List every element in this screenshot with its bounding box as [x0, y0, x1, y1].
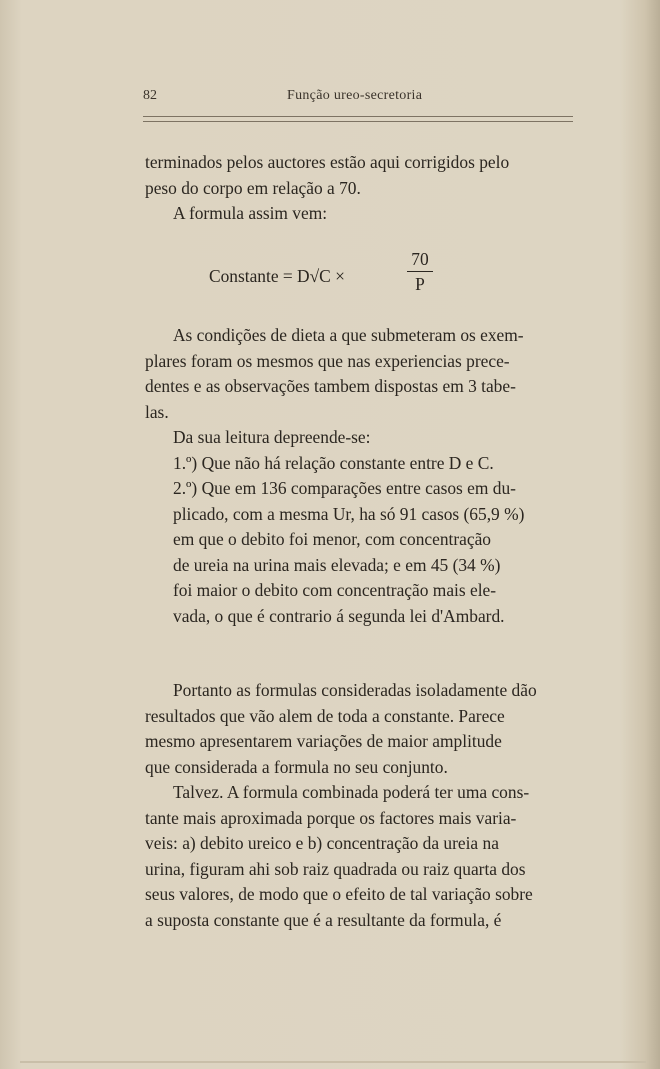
formula-numerator: 70: [411, 249, 429, 269]
header-rule-bottom: [143, 121, 573, 122]
text-line: veis: a) debito ureico e b) concentração da ureia na: [145, 833, 499, 853]
text-line: dentes e as observações tambem dispostas em 3 tabe-: [145, 376, 516, 396]
text-line: plares foram os mesmos que nas experiencias prece-: [145, 350, 510, 371]
list-item-1: 1.º) Que não há relação constante entre D e C.: [173, 452, 494, 473]
text-line: urina, figuram ahi sob raiz quadrada ou raiz quarta dos: [145, 858, 526, 879]
conditions-section: [145, 323, 575, 629]
page-number: 82: [143, 88, 157, 103]
formula-fraction: [407, 248, 433, 295]
text-line: a suposta constante que é a resultante da formula, é: [145, 909, 502, 930]
text-line: seus valores, de modo que o efeito de tal variação sobre: [145, 884, 533, 904]
list-item-2-line: vada, o que é contrario á segunda lei d'Ambard.: [173, 605, 505, 626]
list-item-2-line: foi maior o debito com concentração mais ele-: [173, 580, 497, 600]
text-line: resultados que vão alem de toda a constante. Parece: [145, 705, 505, 726]
intro-paragraph: [145, 150, 575, 227]
text-line: A formula assim vem:: [173, 203, 328, 223]
text-line: tante mais aproximada porque os factores mais varia-: [145, 807, 517, 828]
text-line: terminados pelos auctores estão aqui corrigidos pelo: [145, 152, 510, 172]
formula-denominator: P: [415, 274, 425, 294]
header-rule-top: [143, 116, 573, 117]
page-header: [143, 88, 573, 110]
formula: [209, 248, 449, 300]
fraction-bar: [407, 271, 433, 272]
text-line: As condições de dieta a que submeteram os exem-: [173, 325, 524, 345]
conclusion-section: [145, 678, 575, 933]
text-line: Portanto as formulas consideradas isoladamente dão: [173, 680, 537, 700]
text-line: las.: [145, 401, 169, 422]
text-line: Da sua leitura depreende-se:: [173, 427, 371, 447]
text-line: mesmo apresentarem variações de maior amplitude: [145, 731, 502, 751]
running-title: Função ureo-secretoria: [287, 88, 423, 103]
list-item-2-line: de ureia na urina mais elevada; e em 45 (34 %): [173, 554, 501, 575]
text-line: peso do corpo em relação a 70.: [145, 177, 361, 198]
formula-lhs: Constante = D√C ×: [209, 266, 345, 286]
list-item-2-line: 2.º) Que em 136 comparações entre casos em du-: [173, 478, 516, 498]
list-item-2-line: plicado, com a mesma Ur, ha só 91 casos (65,9 %): [173, 503, 525, 524]
text-line: Talvez. A formula combinada poderá ter uma cons-: [173, 782, 530, 802]
text-line: que considerada a formula no seu conjunto.: [145, 756, 448, 777]
list-item-2-line: em que o debito foi menor, com concentração: [173, 529, 492, 549]
